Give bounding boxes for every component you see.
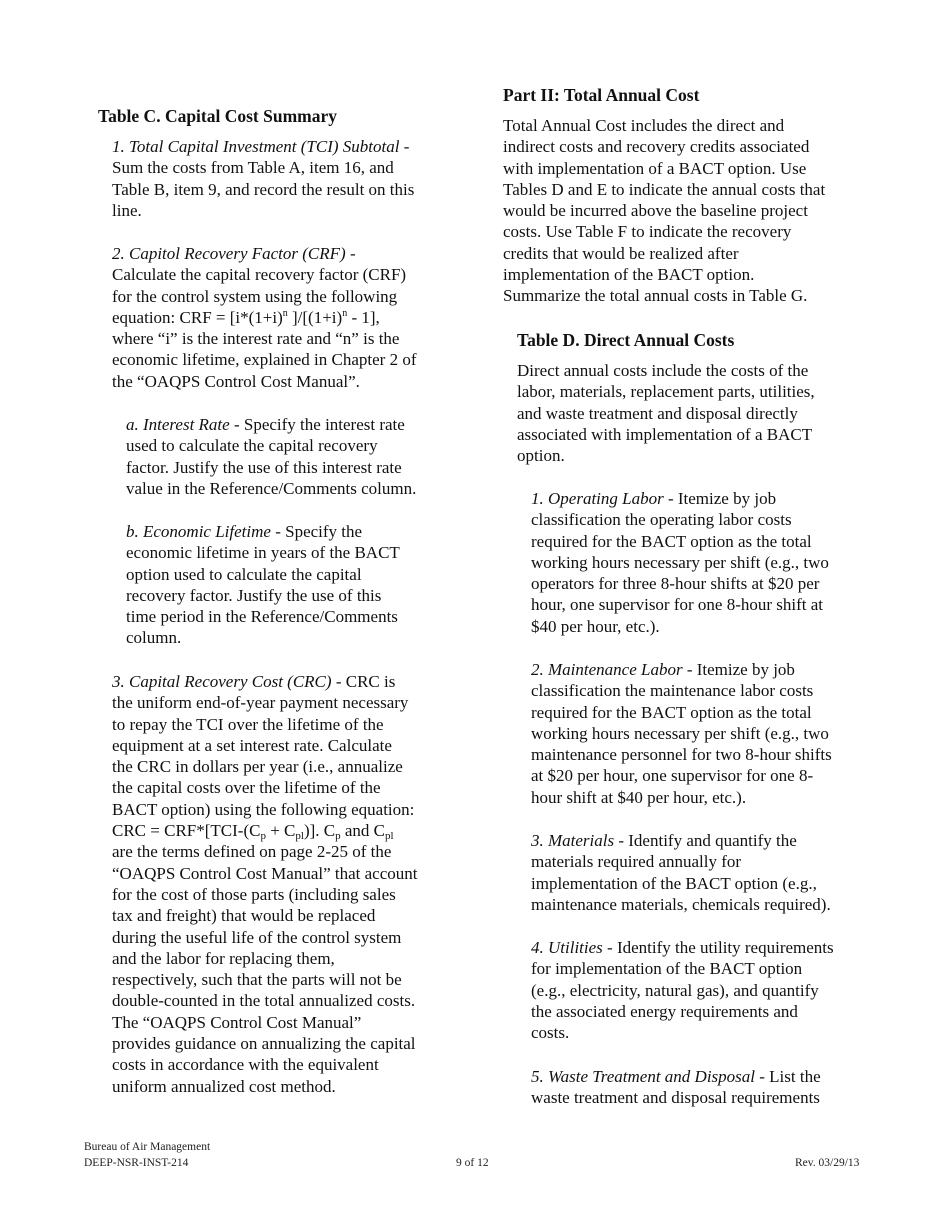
crf-eq-part: equation: CRF = [i*(1+i): [112, 307, 283, 327]
intro-line: costs. Use Table F to indicate the recovery: [503, 222, 792, 242]
intro-line: indirect costs and recovery credits associated: [503, 137, 810, 157]
intro-line: Total Annual Cost includes the direct and: [503, 116, 785, 135]
intro-line: Summarize the total annual costs in Table G.: [503, 286, 808, 306]
interest-rate-line: factor. Justify the use of this interest rate: [126, 457, 402, 477]
utilities-first-line: [531, 937, 873, 958]
utilities-line: costs.: [531, 1023, 570, 1043]
maintenance-labor-line: hour shift at $40 per hour, etc.).: [531, 787, 747, 807]
crf-eq-exponent: n: [282, 307, 288, 319]
materials-section: [531, 830, 873, 915]
footer-page-number: 9 of 12: [456, 1157, 489, 1169]
maintenance-labor-first-line: [531, 659, 873, 680]
crc-line: respectively, such that the parts will not be: [112, 970, 402, 990]
part-ii-heading: Part II: Total Annual Cost: [503, 85, 700, 105]
maintenance-labor-line: classification the maintenance labor costs: [531, 681, 814, 701]
maintenance-labor-line: required for the BACT option as the total: [531, 702, 812, 722]
crf-first-line: 2. Capitol Recovery Factor (CRF) -: [112, 244, 356, 263]
crc-eq-part: and C: [340, 821, 386, 841]
economic-lifetime-section: [126, 521, 458, 649]
economic-lifetime-line: time period in the Reference/Comments: [126, 607, 398, 627]
crf-eq-part: ]/[(1+i): [287, 307, 343, 327]
operating-labor-line: hour, one supervisor for one 8-hour shift at: [531, 595, 824, 615]
materials-text: - Identify and quantify the: [614, 831, 797, 850]
materials-first-line: [531, 830, 873, 851]
utilities-line: (e.g., electricity, natural gas), and quantify: [531, 980, 819, 1000]
tci-line: Table B, item 9, and record the result on this: [112, 179, 415, 199]
crc-line: to repay the TCI over the lifetime of the: [112, 714, 384, 734]
economic-lifetime-text: - Specify the: [270, 522, 363, 541]
crc-text: - CRC is: [331, 672, 396, 691]
intro-line: would be incurred above the baseline project: [503, 201, 808, 221]
crc-line: uniform annualized cost method.: [112, 1076, 336, 1096]
crc-eq-part: )]. C: [303, 821, 336, 841]
crc-section: [112, 671, 458, 1097]
operating-labor-line: working hours necessary per shift (e.g., two: [531, 552, 829, 572]
interest-rate-line: value in the Reference/Comments column.: [126, 478, 417, 498]
utilities-line: the associated energy requirements and: [531, 1001, 798, 1021]
interest-rate-label: a. Interest Rate: [126, 415, 230, 434]
crc-line: BACT option) using the following equation:: [112, 799, 415, 819]
intro-line: Tables D and E to indicate the annual costs that: [503, 179, 826, 199]
crc-first-line: [112, 671, 458, 692]
maintenance-labor-line: at $20 per hour, one supervisor for one 8-: [531, 766, 814, 786]
crf-line: where “i” is the interest rate and “n” is the: [112, 329, 400, 349]
tci-line: Sum the costs from Table A, item 16, and: [112, 158, 394, 178]
operating-labor-text: - Itemize by job: [663, 489, 777, 508]
materials-label: 3. Materials: [531, 831, 615, 850]
tci-label: 1. Total Capital Investment (TCI) Subtotal: [112, 137, 400, 156]
crc-line: costs in accordance with the equivalent: [112, 1055, 379, 1075]
interest-rate-text: - Specify the interest rate: [229, 415, 405, 434]
utilities-label: 4. Utilities: [531, 938, 603, 957]
crf-equation: [112, 307, 458, 328]
footer-agency: Bureau of Air Management: [84, 1141, 211, 1153]
table-d-line: associated with implementation of a BACT: [517, 424, 813, 444]
materials-line: maintenance materials, chemicals required).: [531, 894, 831, 914]
maintenance-labor-section: [531, 659, 873, 808]
crf-line: economic lifetime, explained in Chapter 2 of: [112, 350, 417, 370]
crc-line: the uniform end-of-year payment necessary: [112, 693, 409, 713]
crc-eq-subscript: pl: [295, 830, 304, 843]
crc-line: and the labor for replacing them,: [112, 948, 335, 968]
tci-section: [112, 136, 458, 221]
crc-equation: [112, 820, 458, 841]
maintenance-labor-text: - Itemize by job: [682, 660, 795, 679]
waste-treatment-first-line: [531, 1066, 873, 1087]
operating-labor-section: [531, 488, 873, 637]
crc-eq-part: + C: [265, 821, 296, 841]
economic-lifetime-line: column.: [126, 628, 182, 648]
crc-eq-subscript: p: [335, 830, 341, 843]
crf-section: [112, 243, 458, 392]
economic-lifetime-line: economic lifetime in years of the BACT: [126, 543, 400, 563]
table-d-line: option.: [517, 446, 565, 466]
maintenance-labor-label: 2. Maintenance Labor: [531, 660, 683, 679]
operating-labor-line: classification the operating labor costs: [531, 510, 792, 530]
materials-line: implementation of the BACT option (e.g.,: [531, 873, 817, 893]
operating-labor-line: required for the BACT option as the total: [531, 531, 812, 551]
intro-line: with implementation of a BACT option. Use: [503, 158, 807, 178]
utilities-line: for implementation of the BACT option: [531, 959, 803, 979]
part-ii-intro: [503, 115, 873, 307]
crc-eq-subscript: pl: [385, 830, 394, 843]
crc-line: double-counted in the total annualized costs.: [112, 991, 416, 1011]
crc-line: the capital costs over the lifetime of the: [112, 778, 381, 798]
materials-line: materials required annually for: [531, 852, 742, 872]
crc-eq-part: CRC = CRF*[TCI-(C: [112, 821, 261, 841]
interest-rate-section: [126, 414, 458, 499]
intro-line: credits that would be realized after: [503, 243, 739, 263]
interest-rate-first-line: [126, 414, 458, 435]
waste-treatment-text: - List the: [755, 1067, 821, 1086]
waste-treatment-label: 5. Waste Treatment and Disposal: [531, 1067, 756, 1086]
waste-treatment-line: waste treatment and disposal requirements: [531, 1088, 820, 1108]
table-d-line: and waste treatment and disposal directly: [517, 403, 798, 423]
crf-line: for the control system using the following: [112, 286, 398, 306]
economic-lifetime-line: option used to calculate the capital: [126, 564, 362, 584]
table-d-intro: [517, 360, 873, 466]
waste-treatment-section: [531, 1066, 873, 1109]
tci-line: line.: [112, 200, 142, 220]
economic-lifetime-line: recovery factor. Justify the use of this: [126, 585, 382, 605]
table-d-heading: Table D. Direct Annual Costs: [517, 330, 735, 350]
footer-doc-id: DEEP-NSR-INST-214: [84, 1157, 189, 1169]
crc-eq-subscript: p: [260, 830, 266, 843]
utilities-section: [531, 937, 873, 1043]
maintenance-labor-line: maintenance personnel for two 8-hour shifts: [531, 745, 832, 765]
interest-rate-line: used to calculate the capital recovery: [126, 436, 378, 456]
crc-line: The “OAQPS Control Cost Manual”: [112, 1012, 362, 1032]
operating-labor-line: operators for three 8-hour shifts at $20 per: [531, 574, 820, 594]
crc-label: 3. Capital Recovery Cost (CRC): [112, 672, 332, 691]
crc-line: equipment at a set interest rate. Calculate: [112, 735, 392, 755]
tci-first-line: 1. Total Capital Investment (TCI) Subtotal -: [112, 137, 410, 156]
crf-eq-exponent: n: [342, 307, 348, 319]
economic-lifetime-first-line: [126, 521, 458, 542]
crc-line: during the useful life of the control system: [112, 927, 402, 947]
operating-labor-line: $40 per hour, etc.).: [531, 616, 660, 636]
utilities-text: - Identify the utility requirements: [602, 938, 834, 957]
crf-line: the “OAQPS Control Cost Manual”.: [112, 371, 360, 391]
crc-line: “OAQPS Control Cost Manual” that account: [112, 863, 418, 883]
footer-revision: Rev. 03/29/13: [795, 1157, 860, 1169]
crf-line: Calculate the capital recovery factor (CRF): [112, 265, 407, 285]
crc-line: for the cost of those parts (including sales: [112, 884, 396, 904]
economic-lifetime-label: b. Economic Lifetime: [126, 522, 271, 541]
table-d-line: labor, materials, replacement parts, utilities,: [517, 382, 815, 402]
crc-line: are the terms defined on page 2-25 of the: [112, 842, 392, 862]
crf-eq-part: - 1],: [347, 307, 380, 327]
crc-line: provides guidance on annualizing the capital: [112, 1034, 416, 1054]
crc-line: the CRC in dollars per year (i.e., annualize: [112, 757, 403, 777]
table-c-heading: Table C. Capital Cost Summary: [98, 106, 338, 126]
intro-line: implementation of the BACT option.: [503, 265, 755, 285]
crc-line: tax and freight) that would be replaced: [112, 906, 376, 926]
table-d-line: Direct annual costs include the costs of the: [517, 361, 809, 380]
operating-labor-label: 1. Operating Labor: [531, 489, 664, 508]
crf-label: 2. Capitol Recovery Factor (CRF): [112, 244, 346, 263]
operating-labor-first-line: [531, 488, 873, 509]
maintenance-labor-line: working hours necessary per shift (e.g., two: [531, 723, 829, 743]
